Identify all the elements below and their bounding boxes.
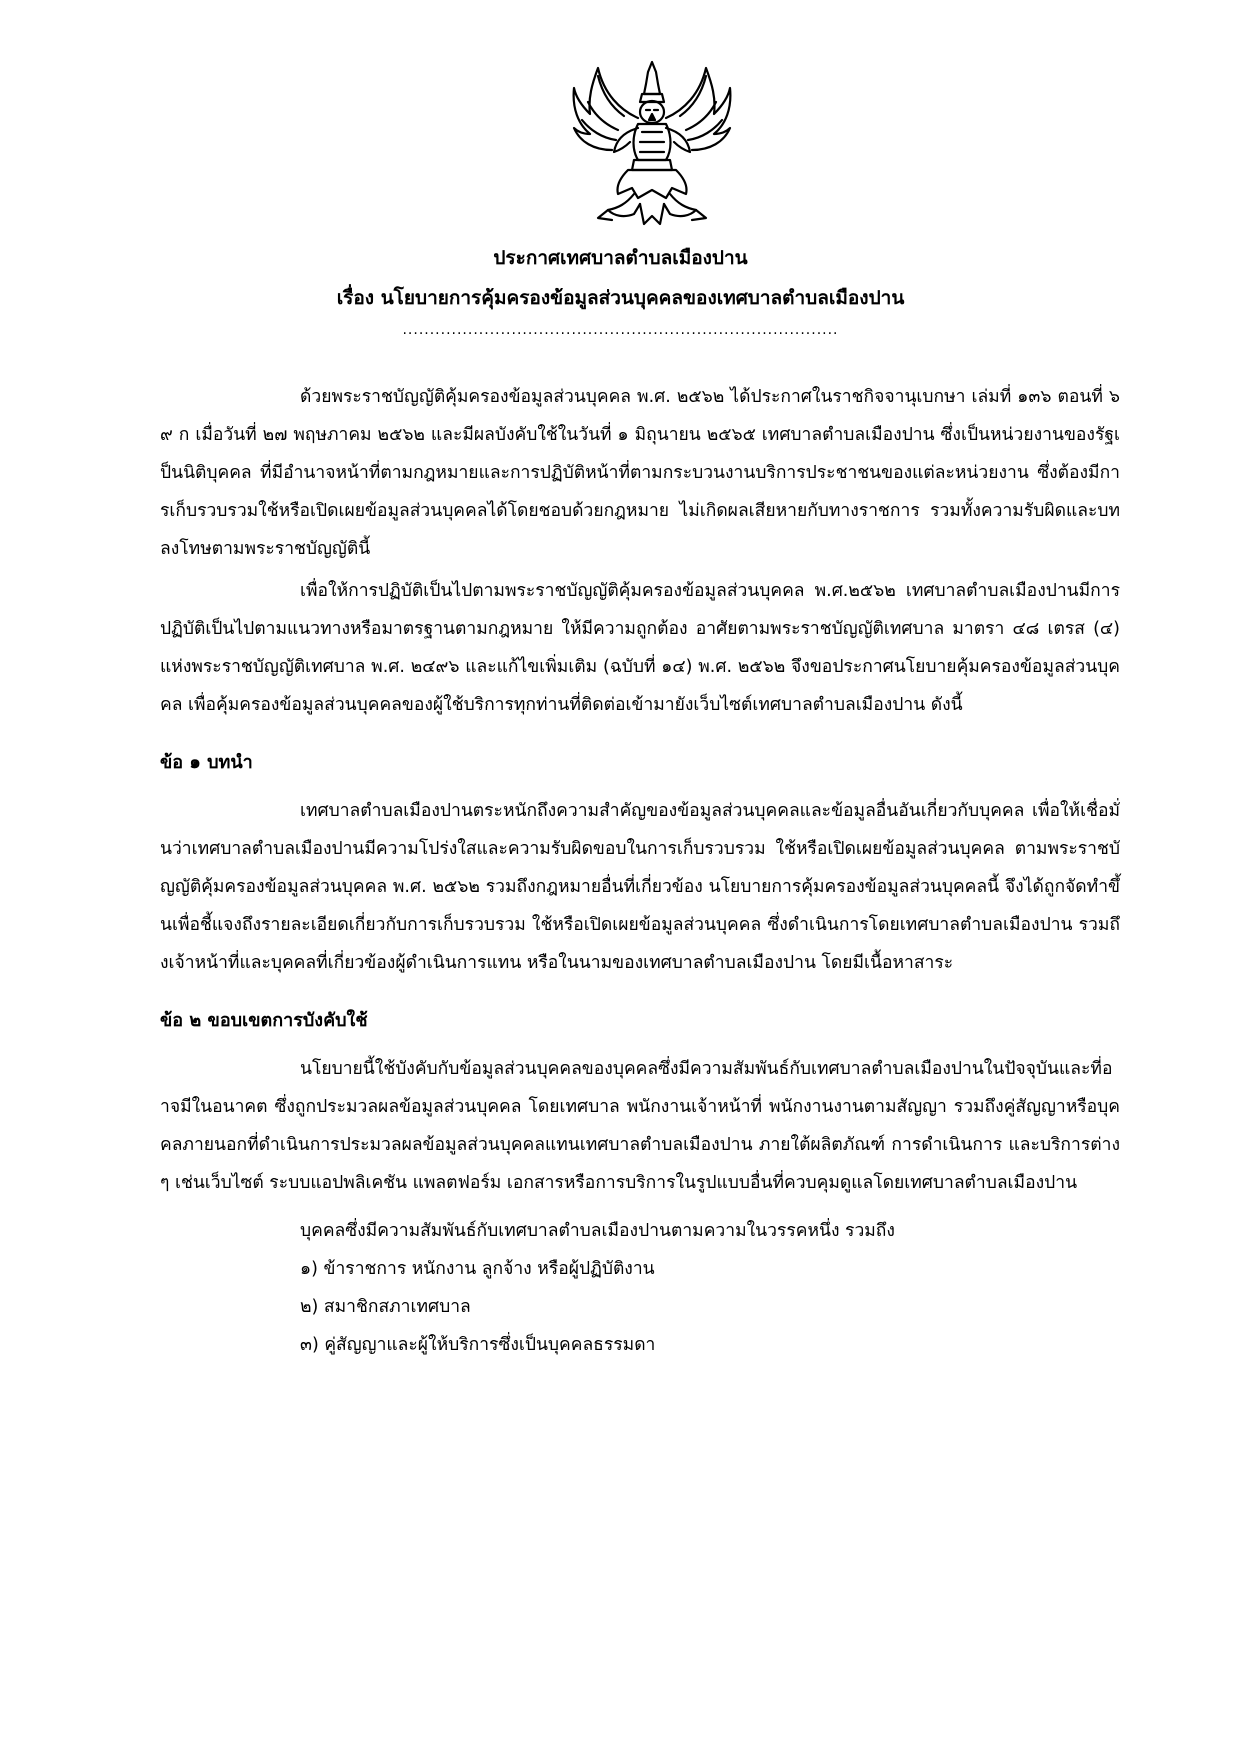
section-2-list-lead: บุคคลซึ่งมีความสัมพันธ์กับเทศบาลตำบลเมืองปานตามความในวรรคหนึ่ง รวมถึง: [300, 1221, 895, 1241]
list-item: ๓) คู่สัญญาและผู้ให้บริการซึ่งเป็นบุคคลธรรมดา: [300, 1335, 656, 1355]
section-1-heading: ข้อ ๑ บทนำ: [160, 752, 253, 773]
list-item: ๒) สมาชิกสภาเทศบาล: [300, 1297, 471, 1317]
section-1-paragraph: เทศบาลตำบลเมืองปานตระหนักถึงความสำคัญของข้อมูลส่วนบุคคลและข้อมูลอื่นอันเกี่ยวกับบุคคล เพื่อให้เชื่อมั่นว่าเทศบาลตำบลเมืองปานมีความโปร่งใสและความรับผิดขอบในการเก็บรวบรวม ใช้หรือเปิดเผยข้อมูลส่วนบุคคล ตามพระราชบัญญัติคุ้มครองข้อมูลส่วนบุคคล พ.ศ. ๒๕๖๒ รวมถึงกฎหมายอื่นที่เกี่ยวข้อง นโยบายการคุ้มครองข้อมูลส่วนบุคคลนี้ จึงได้ถูกจัดทำขึ้นเพื่อชี้แจงถึงรายละเอียดเกี่ยวกับการเก็บรวบรวม ใช้หรือเปิดเผยข้อมูลส่วนบุคคล ซึ่งดำเนินการโดยเทศบาลตำบลเมืองปาน รวมถึงเจ้าหน้าที่และบุคคลที่เกี่ยวข้องผู้ดำเนินการแทน หรือในนามของเทศบาลตำบลเมืองปาน โดยมีเนื้อหาสาระ: [160, 801, 1120, 973]
intro-paragraph-1: ด้วยพระราชบัญญัติคุ้มครองข้อมูลส่วนบุคคล พ.ศ. ๒๕๖๒ ได้ประกาศในราชกิจจานุเบกษา เล่มที่ ๑๓๖ ตอนที่ ๖๙ ก เมื่อวันที่ ๒๗ พฤษภาคม ๒๕๖๒ และมีผลบังคับใช้ในวันที่ ๑ มิถุนายน ๒๕๖๕ เทศบาลตำบลเมืองปาน ซึ่งเป็นหน่วยงานของรัฐเป็นนิติบุคคล ที่มีอำนาจหน้าที่ตามกฎหมายและการปฏิบัติหน้าที่ตามกระบวนงานบริการประชาชนของแต่ละหน่วยงาน ซึ่งต้องมีการเก็บรวบรวมใช้หรือเปิดเผยข้อมูลส่วนบุคคลได้โดยชอบด้วยกฎหมาย ไม่เกิดผลเสียหายกับทางราชการ รวมทั้งความรับผิดและบทลงโทษตามพระราชบัญญัตินี้: [160, 387, 1120, 559]
list-item: ๑) ข้าราชการ หนักงาน ลูกจ้าง หรือผู้ปฏิบัติงาน: [300, 1259, 655, 1279]
section-2-heading: ข้อ ๒ ขอบเขตการบังคับใช้: [160, 1010, 368, 1031]
announcement-subject: เรื่อง นโยบายการคุ้มครองข้อมูลส่วนบุคคลของเทศบาลตำบลเมืองปาน: [336, 287, 905, 309]
announcement-title: ประกาศเทศบาลตำบลเมืองปาน: [493, 247, 748, 269]
section-2-paragraph: นโยบายนี้ใช้บังคับกับข้อมูลส่วนบุคคลของบุคคลซึ่งมีความสัมพันธ์กับเทศบาลตำบลเมืองปานในปัจจุบันและที่อาจมีในอนาคต ซึ่งถูกประมวลผลข้อมูลส่วนบุคคล โดยเทศบาล พนักงานเจ้าหน้าที่ พนักงานงานตามสัญญา รวมถึงคู่สัญญาหรือบุคคลภายนอกที่ดำเนินการประมวลผลข้อมูลส่วนบุคคลแทนเทศบาลตำบลเมืองปาน ภายใต้ผลิตภัณฑ์ การดำเนินการ และบริการต่าง ๆ เช่นเว็บไซต์ ระบบแอปพลิเคชัน แพลตฟอร์ม เอกสารหรือการบริการในรูปแบบอื่นที่ควบคุมดูแลโดยเทศบาลตำบลเมืองปาน: [160, 1059, 1120, 1193]
document-body: [160, 378, 1120, 1364]
intro-paragraph-2: เพื่อให้การปฏิบัติเป็นไปตามพระราชบัญญัติคุ้มครองข้อมูลส่วนบุคคล พ.ศ.๒๕๖๒ เทศบาลตำบลเมืองปานมีการปฏิบัติเป็นไปตามแนวทางหรือมาตรฐานตามกฎหมาย ให้มีความถูกต้อง อาศัยตามพระราชบัญญัติเทศบาล มาตรา ๔๘ เตรส (๔) แห่งพระราชบัญญัติเทศบาล พ.ศ. ๒๔๙๖ และแก้ไขเพิ่มเติม (ฉบับที่ ๑๔) พ.ศ. ๒๕๖๒ จึงขอประกาศนโยบายคุ้มครองข้อมูลส่วนบุคคล เพื่อคุ้มครองข้อมูลส่วนบุคคลของผู้ใช้บริการทุกท่านที่ติดต่อเข้ามายังเว็บไซต์เทศบาลตำบลเมืองปาน ดังนี้: [160, 581, 1120, 715]
title-divider: ................................................................................: [402, 322, 839, 338]
garuda-emblem-icon: [568, 58, 736, 230]
